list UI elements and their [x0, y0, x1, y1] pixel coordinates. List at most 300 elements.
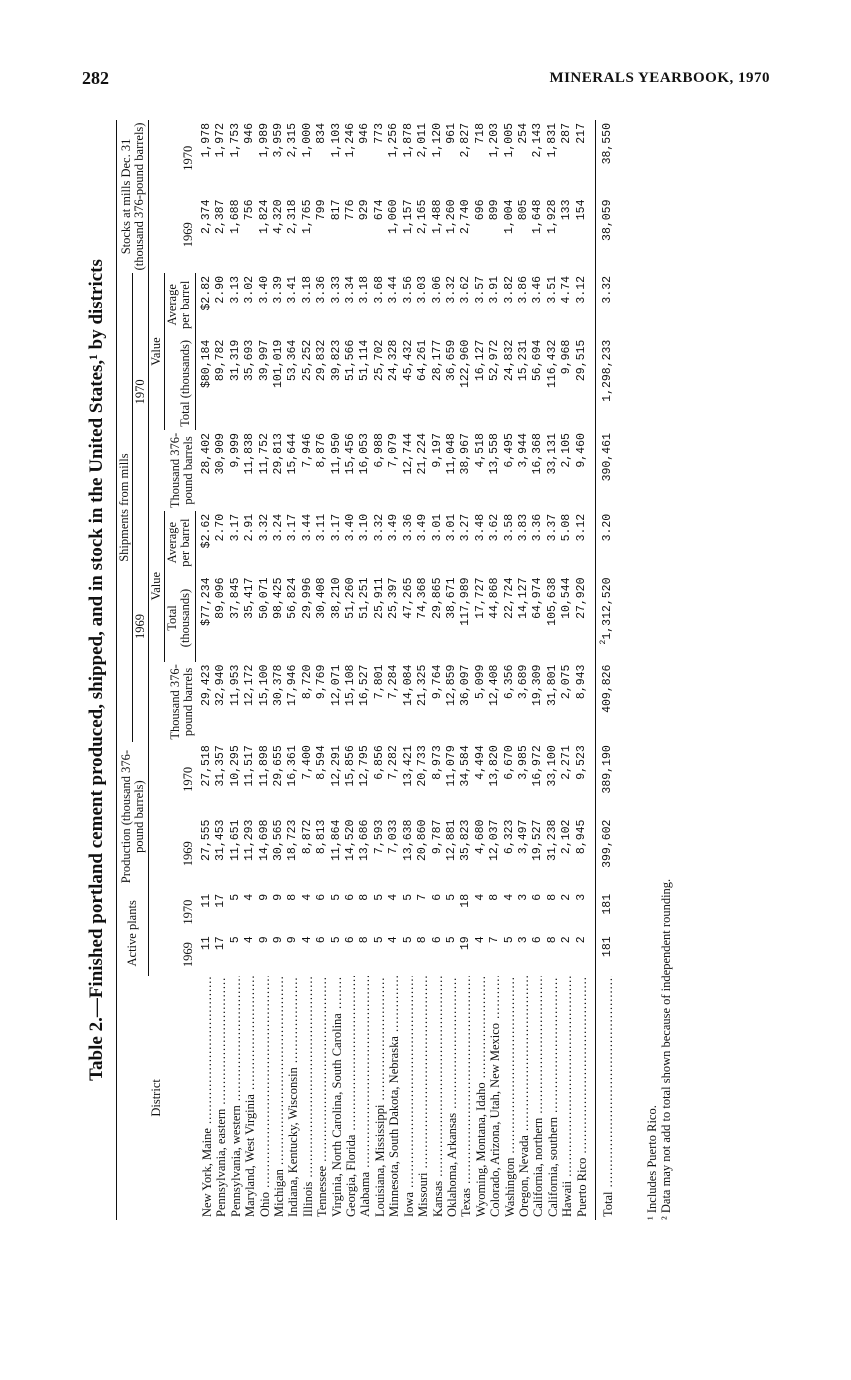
running-title: MINERALS YEARBOOK, 1970 [549, 70, 770, 86]
district-cell: Iowa ..... [402, 976, 416, 1220]
cell-stock-1969: 2,374 [199, 199, 213, 235]
cell-ship69-avg: 3.17 [329, 513, 343, 542]
cell-plants-1970: 5 [228, 893, 242, 901]
total-plants-1970: 181 [595, 891, 615, 933]
cell-prod-1969: 19,527 [531, 819, 545, 861]
cell-stock-1970: 961 [444, 123, 458, 144]
cell-stock-1970: 2,011 [416, 123, 430, 158]
cell-ship70-total: 24,328 [387, 339, 401, 382]
cell-prod-1970: 16,361 [286, 745, 300, 787]
cell-stock-1970: 287 [560, 123, 574, 144]
district-cell: Kansas ..... [431, 976, 445, 1220]
cell-stock-1970: 1,972 [214, 123, 228, 158]
cell-ship70-avg: 3.40 [257, 275, 271, 304]
cell-prod-1969: 13,638 [401, 819, 415, 861]
cell-prod-1969: 31,453 [214, 819, 228, 861]
cell-ship69-avg: $2.62 [200, 513, 213, 549]
cell-plants-1969: 9 [257, 936, 271, 944]
cell-plants-1970: 6 [344, 893, 358, 901]
header-stock-1970: 1970 [180, 145, 195, 171]
cell-stock-1970: 834 [315, 123, 329, 144]
cell-ship70-total: 53,364 [286, 339, 300, 382]
cell-prod-1970: 8,973 [430, 745, 444, 780]
header-ship69-qty: Thousand 376-pound barrels [167, 664, 195, 740]
cell-prod-1969: 7,593 [372, 819, 386, 855]
cell-prod-1969: 27,555 [199, 819, 213, 861]
cell-stock-1970: 254 [516, 123, 530, 144]
header-stock-1969: 1969 [180, 222, 195, 248]
table-row [546, 120, 560, 1220]
cell-stock-1970: 1,103 [329, 123, 343, 158]
cell-stock-1969: 1,648 [531, 199, 545, 235]
table-row [531, 120, 545, 1220]
cell-ship70-avg: 3.12 [574, 275, 588, 304]
cell-ship69-avg: 3.49 [387, 513, 401, 542]
cell-plants-1969: 9 [272, 936, 286, 944]
cell-ship69-total: 37,845 [228, 577, 242, 619]
cell-ship70-avg: $2.82 [200, 275, 213, 311]
table-row [474, 120, 488, 1220]
cell-ship69-total: 30,408 [315, 577, 329, 619]
cell-ship70-avg: 3.57 [473, 275, 487, 304]
cell-prod-1969: 8,872 [300, 819, 314, 855]
cell-plants-1969: 5 [401, 936, 415, 944]
cell-ship70-qty: 30,909 [214, 433, 228, 475]
cell-ship70-avg: 3.51 [545, 275, 559, 304]
cell-ship70-avg: 3.33 [329, 275, 343, 304]
total-prod-1969: 399,602 [595, 817, 615, 891]
cell-ship70-avg: 3.44 [387, 275, 401, 304]
cell-ship69-avg: 2.91 [243, 513, 257, 542]
cell-ship70-total: 89,782 [214, 339, 228, 382]
cell-ship69-avg: 3.36 [401, 513, 415, 542]
cell-stock-1970: 1,246 [344, 123, 358, 158]
cell-ship70-qty: 15,456 [344, 433, 358, 475]
cell-prod-1970: 13,421 [401, 745, 415, 787]
cell-plants-1969: 5 [228, 936, 242, 944]
cell-ship69-avg: 3.36 [531, 513, 545, 542]
cell-ship70-qty: 8,876 [315, 433, 329, 468]
cell-ship70-avg: 3.03 [416, 275, 430, 304]
cell-ship70-qty: 9,999 [228, 433, 242, 468]
district-cell: Texas ..... [459, 976, 473, 1220]
cell-prod-1969: 11,651 [228, 819, 242, 861]
header-ship70-value: Value [149, 273, 165, 430]
cell-stock-1969: 899 [488, 199, 502, 221]
cell-ship70-qty: 38,967 [459, 433, 473, 475]
table-row [196, 120, 215, 1220]
cell-ship69-qty: 19,309 [531, 664, 545, 706]
cell-ship70-total: 29,832 [315, 339, 329, 382]
cell-prod-1970: 34,584 [459, 745, 473, 787]
total-plants-1969: 181 [595, 933, 615, 975]
cell-ship70-total: 122,960 [459, 339, 473, 388]
cell-prod-1970: 8,594 [315, 745, 329, 780]
cell-ship70-total: 64,261 [416, 339, 430, 382]
cell-ship70-qty: 12,744 [401, 433, 415, 475]
cell-ship69-avg: 3.37 [545, 513, 559, 542]
district-cell: Oregon, Nevada ..... [517, 976, 531, 1220]
cell-stock-1970: 2,315 [286, 123, 300, 158]
header-production: Production (thousand 376-pound barrels) [117, 742, 149, 891]
page-number: 282 [82, 68, 109, 88]
cell-prod-1970: 29,655 [272, 745, 286, 787]
cell-ship69-qty: 8,720 [300, 664, 314, 700]
cell-plants-1969: 6 [344, 936, 358, 944]
cell-ship69-avg: 3.01 [444, 513, 458, 542]
cell-stock-1970: 1,989 [257, 123, 271, 158]
table-row [373, 120, 387, 1220]
table-row [243, 120, 257, 1220]
header-ship70-total: Total (thousands) [165, 337, 196, 430]
header-stocks: Stocks at mills Dec. 31 (thousand 376-pound barrels) [117, 120, 149, 273]
cell-plants-1969: 5 [444, 936, 458, 944]
cell-plants-1970: 6 [315, 893, 329, 901]
district-cell: Ohio ..... [258, 976, 272, 1220]
cell-plants-1969: 5 [502, 936, 516, 944]
cell-ship70-total: 45,432 [401, 339, 415, 382]
cell-stock-1970: 2,827 [459, 123, 473, 158]
footnotes [645, 120, 673, 1220]
cell-prod-1969: 18,723 [286, 819, 300, 861]
cell-ship69-avg: 5.08 [560, 513, 574, 542]
cell-prod-1970: 4,494 [473, 745, 487, 780]
cell-ship70-avg: 3.86 [516, 275, 530, 304]
total-ship70-avg: 3.32 [595, 273, 615, 337]
table-row [272, 120, 286, 1220]
cell-plants-1969: 4 [243, 936, 257, 944]
table-row [431, 120, 445, 1220]
cell-ship70-total: 51,566 [344, 339, 358, 382]
cell-plants-1969: 4 [387, 936, 401, 944]
cell-ship69-avg: 3.17 [228, 513, 242, 542]
cell-prod-1970: 7,282 [387, 745, 401, 780]
rotated-table-block [80, 120, 680, 1220]
cell-plants-1970: 8 [286, 893, 300, 901]
cell-plants-1970: 17 [214, 893, 228, 908]
cell-ship70-total: 35,693 [243, 339, 257, 382]
cell-plants-1970: 6 [531, 893, 545, 901]
cell-ship69-qty: 21,325 [416, 664, 430, 706]
cell-prod-1969: 31,238 [545, 819, 559, 861]
cell-plants-1970: 4 [300, 893, 314, 901]
cell-stock-1970: 1,005 [502, 123, 516, 158]
cell-plants-1969: 6 [315, 936, 329, 944]
cell-ship69-qty: 17,946 [286, 664, 300, 706]
cell-prod-1969: 4,680 [473, 819, 487, 855]
cell-prod-1969: 14,520 [344, 819, 358, 861]
cell-prod-1970: 11,079 [444, 745, 458, 787]
cell-ship69-total: 50,071 [257, 577, 271, 619]
cell-ship69-total: 25,397 [387, 577, 401, 619]
cell-ship70-avg: 3.56 [401, 275, 415, 304]
header-ship-1970: 1970 [133, 273, 149, 511]
table-row [445, 120, 459, 1220]
cell-stock-1970: 1,000 [300, 123, 314, 158]
footnote-1: ¹ Includes Puerto Rico. [645, 1105, 659, 1220]
cell-stock-1969: 2,165 [416, 199, 430, 235]
cell-prod-1970: 20,733 [416, 745, 430, 787]
cell-ship70-qty: 9,197 [430, 433, 444, 468]
cell-stock-1969: 1,157 [401, 199, 415, 235]
cell-ship70-avg: 3.36 [315, 275, 329, 304]
cell-ship69-qty: 7,801 [372, 664, 386, 700]
cell-ship70-avg: 3.32 [444, 275, 458, 304]
cell-ship69-total: 51,260 [344, 577, 358, 619]
cell-ship70-qty: 11,950 [329, 433, 343, 475]
cell-ship69-total: 29,865 [430, 577, 444, 619]
cell-ship70-avg: 3.18 [358, 275, 372, 304]
district-cell: Puerto Rico ..... [575, 976, 589, 1220]
cell-stock-1970: 1,753 [228, 123, 242, 158]
cell-plants-1970: 8 [545, 893, 559, 901]
header-prod-1969: 1969 [180, 841, 195, 867]
cell-plants-1969: 19 [459, 936, 473, 951]
cell-stock-1970: 217 [574, 123, 588, 144]
cell-ship70-total: 28,177 [430, 339, 444, 382]
cell-plants-1970: 6 [430, 893, 444, 901]
total-ship70-qty: 390,461 [595, 430, 615, 511]
cell-ship69-total: 25,911 [372, 577, 386, 619]
cell-plants-1969: 6 [430, 936, 444, 944]
cell-prod-1970: 2,271 [560, 745, 574, 780]
cell-ship69-total: 56,824 [286, 577, 300, 619]
cell-plants-1969: 7 [488, 936, 502, 944]
cell-prod-1970: 11,898 [257, 745, 271, 787]
cell-plants-1970: 11 [199, 893, 213, 908]
cell-prod-1970: 9,523 [574, 745, 588, 780]
district-cell: Louisiana, Mississippi ..... [373, 976, 387, 1220]
cell-prod-1969: 13,686 [358, 819, 372, 861]
cell-prod-1969: 12,881 [444, 819, 458, 861]
page-header [70, 68, 770, 92]
district-cell: California, northern ..... [531, 976, 545, 1220]
cell-plants-1969: 5 [329, 936, 343, 944]
table-row [517, 120, 531, 1220]
cell-ship70-total: 29,515 [574, 339, 588, 382]
cell-ship70-avg: 3.46 [531, 275, 545, 304]
cell-prod-1970: 16,972 [531, 745, 545, 787]
cell-ship69-avg: 3.32 [257, 513, 271, 542]
cell-stock-1970: 1,978 [199, 123, 213, 158]
table-row [358, 120, 372, 1220]
cell-ship70-total: 39,997 [257, 339, 271, 382]
cell-prod-1969: 11,864 [329, 819, 343, 861]
cell-ship70-avg: 3.82 [502, 275, 516, 304]
cell-prod-1970: 27,518 [199, 745, 213, 787]
cell-ship69-avg: 3.83 [516, 513, 530, 542]
cell-plants-1970: 5 [329, 893, 343, 901]
cell-ship69-total: 14,127 [516, 577, 530, 619]
cell-ship69-qty: 15,100 [257, 664, 271, 706]
district-cell: Virginia, North Carolina, South Carolina ..... [330, 976, 344, 1220]
cell-ship70-avg: 3.62 [459, 275, 473, 304]
cell-prod-1970: 33,100 [545, 745, 559, 787]
cell-ship70-qty: 2,105 [560, 433, 574, 468]
cell-ship69-qty: 31,801 [545, 664, 559, 706]
cell-ship70-qty: 15,644 [286, 433, 300, 475]
cell-ship70-qty: 6,495 [502, 433, 516, 468]
cell-prod-1970: 13,820 [488, 745, 502, 787]
cell-plants-1969: 11 [199, 936, 213, 951]
cell-plants-1970: 4 [502, 893, 516, 901]
cell-ship69-total: 10,544 [560, 577, 574, 619]
cell-stock-1970: 946 [358, 123, 372, 144]
cell-stock-1969: 1,260 [444, 199, 458, 235]
header-ship-1969: 1969 [133, 511, 149, 742]
cell-plants-1969: 8 [545, 936, 559, 944]
district-cell: Washington ..... [503, 976, 517, 1220]
table-row [229, 120, 243, 1220]
cell-ship69-qty: 12,408 [488, 664, 502, 706]
cell-stock-1969: 1,688 [228, 199, 242, 235]
cell-ship70-avg: 3.41 [286, 275, 300, 304]
cell-ship70-avg: 3.34 [344, 275, 358, 304]
cell-ship69-total: 117,989 [459, 577, 473, 626]
cell-ship70-qty: 28,402 [199, 433, 213, 475]
cell-plants-1970: 3 [516, 893, 530, 901]
cell-ship70-total: 9,968 [560, 339, 574, 375]
cell-prod-1970: 11,517 [243, 745, 257, 787]
table-row [344, 120, 358, 1220]
table-row [315, 120, 329, 1220]
cell-plants-1970: 9 [272, 893, 286, 901]
table-row [560, 120, 574, 1220]
total-ship69-avg: 3.20 [595, 511, 615, 575]
cell-ship70-qty: 16,053 [358, 433, 372, 475]
cell-plants-1970: 5 [444, 893, 458, 901]
cell-ship70-total: 24,832 [502, 339, 516, 382]
cell-stock-1969: 674 [372, 199, 386, 221]
district-cell: Tennessee ..... [315, 976, 329, 1220]
cell-stock-1970: 1,120 [430, 123, 444, 158]
cell-ship70-avg: 3.06 [430, 275, 444, 304]
cell-plants-1969: 8 [358, 936, 372, 944]
cell-plants-1969: 4 [300, 936, 314, 944]
cell-stock-1969: 756 [243, 199, 257, 221]
total-ship69-qty: 409,826 [595, 662, 615, 743]
header-plants-1970: 1970 [180, 899, 195, 925]
cell-ship69-avg: 3.12 [574, 513, 588, 542]
cell-ship69-qty: 2,075 [560, 664, 574, 700]
header-shipments: Shipments from mills [117, 273, 133, 742]
cell-plants-1970: 9 [257, 893, 271, 901]
table-area [116, 120, 615, 1220]
cell-plants-1969: 2 [574, 936, 588, 944]
cell-ship70-total: 25,702 [372, 339, 386, 382]
header-district: District [117, 976, 196, 1220]
cell-stock-1969: 2,387 [214, 199, 228, 235]
cell-ship70-total: 31,319 [228, 339, 242, 382]
cell-prod-1970: 12,795 [358, 745, 372, 787]
cell-plants-1969: 9 [286, 936, 300, 944]
cell-stock-1969: 799 [315, 199, 329, 221]
table-row [214, 120, 228, 1220]
cell-ship69-total: 35,417 [243, 577, 257, 619]
table-row [416, 120, 430, 1220]
header-ship70-avg: Average per barrel [165, 273, 196, 337]
cell-ship70-qty: 13,558 [488, 433, 502, 475]
cell-stock-1970: 1,878 [401, 123, 415, 158]
district-cell: California, southern ..... [546, 976, 560, 1220]
cell-ship69-qty: 5,099 [473, 664, 487, 700]
cell-plants-1970: 8 [488, 893, 502, 901]
cell-plants-1970: 2 [560, 893, 574, 901]
cell-ship69-total: 47,265 [401, 577, 415, 619]
cell-ship70-qty: 33,131 [545, 433, 559, 475]
cell-ship70-total: 51,114 [358, 339, 372, 382]
cell-ship69-total: 17,727 [473, 577, 487, 619]
cell-ship69-qty: 30,378 [272, 664, 286, 706]
cell-plants-1970: 8 [358, 893, 372, 901]
cell-ship69-qty: 7,284 [387, 664, 401, 700]
cell-stock-1969: 1,824 [257, 199, 271, 235]
cell-prod-1969: 8,813 [315, 819, 329, 855]
cell-ship70-total: 15,231 [516, 339, 530, 382]
cell-prod-1970: 7,400 [300, 745, 314, 780]
cell-ship69-total: 38,671 [444, 577, 458, 619]
cell-stock-1969: 929 [358, 199, 372, 221]
cell-ship70-qty: 29,813 [272, 433, 286, 475]
district-cell: Colorado, Arizona, Utah, New Mexico ..... [488, 976, 502, 1220]
cell-plants-1970: 4 [243, 893, 257, 901]
cell-prod-1969: 20,860 [416, 819, 430, 861]
cell-stock-1970: 3,959 [272, 123, 286, 158]
table-row [330, 120, 344, 1220]
cell-ship70-total: 36,659 [444, 339, 458, 382]
cell-plants-1969: 5 [372, 936, 386, 944]
total-label: Total ..... [595, 976, 615, 1220]
cell-prod-1970: 10,295 [228, 745, 242, 787]
cell-ship69-total: $77,234 [200, 577, 213, 626]
cell-stock-1969: 805 [516, 199, 530, 221]
district-cell: Pennsylvania, eastern ..... [214, 976, 228, 1220]
cell-ship69-total: 22,724 [502, 577, 516, 619]
cell-plants-1969: 6 [531, 936, 545, 944]
total-footnote-mark: 2 [599, 639, 609, 645]
cell-stock-1970: 718 [473, 123, 487, 144]
cell-stock-1969: 133 [560, 199, 574, 221]
cell-ship69-avg: 3.10 [358, 513, 372, 542]
district-cell: Oklahoma, Arkansas ..... [445, 976, 459, 1220]
cell-ship69-total: 105,638 [545, 577, 559, 626]
cell-stock-1969: 2,318 [286, 199, 300, 235]
cell-ship70-avg: 2.90 [214, 275, 228, 304]
district-cell: Michigan ..... [272, 976, 286, 1220]
cell-ship70-qty: 4,518 [473, 433, 487, 468]
cell-ship70-avg: 3.13 [228, 275, 242, 304]
total-stock-1970: 38,550 [595, 120, 615, 197]
cell-prod-1969: 8,945 [574, 819, 588, 855]
total-ship70-total: 1,298,233 [595, 337, 615, 430]
cell-prod-1970: 3,985 [516, 745, 530, 780]
cell-ship70-qty: 3,944 [516, 433, 530, 468]
cell-prod-1969: 35,823 [459, 819, 473, 861]
header-ship70-qty: Thousand 376-pound barrels [167, 432, 195, 509]
cell-stock-1970: 1,256 [387, 123, 401, 158]
header-ship69-total: Total (thousands) [165, 575, 196, 662]
cell-stock-1969: 696 [473, 199, 487, 221]
cell-ship69-total: 74,368 [416, 577, 430, 619]
cell-ship69-qty: 12,172 [243, 664, 257, 706]
cell-ship69-avg: 3.24 [272, 513, 286, 542]
cell-prod-1969: 12,037 [488, 819, 502, 861]
cell-stock-1969: 1,488 [430, 199, 444, 235]
district-cell: Georgia, Florida ..... [344, 976, 358, 1220]
cell-ship69-avg: 3.32 [372, 513, 386, 542]
cell-ship69-avg: 3.44 [300, 513, 314, 542]
cell-ship69-qty: 9,764 [430, 664, 444, 700]
